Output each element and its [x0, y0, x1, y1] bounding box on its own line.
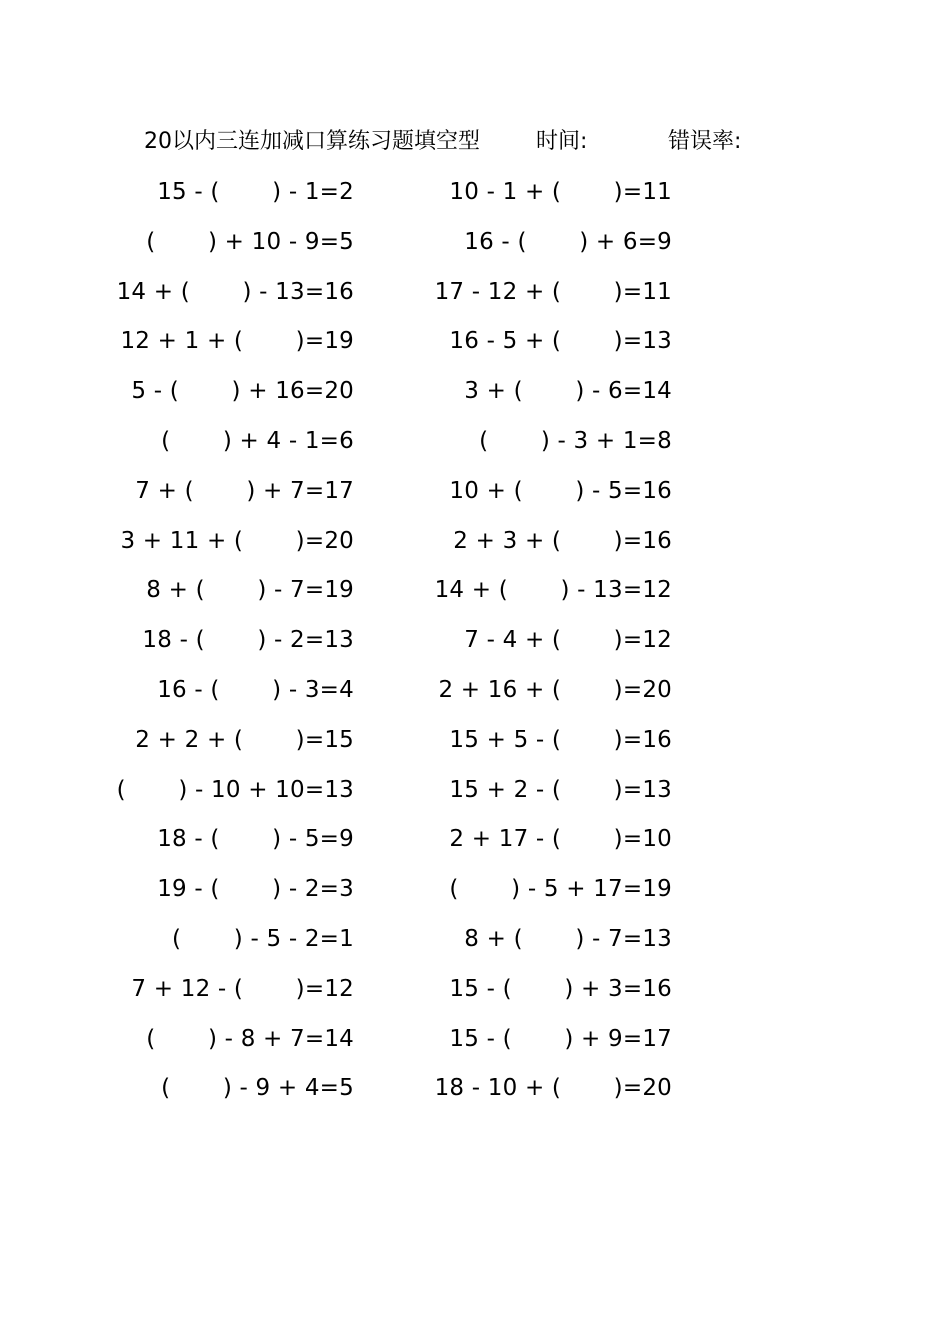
problem-item: 3 + 11 + ( )=20	[120, 527, 354, 554]
problem-item: 18 - 10 + ( )=20	[434, 1075, 672, 1102]
error-rate-label: 错误率:	[668, 129, 742, 154]
problem-item: 15 + 5 - ( )=16	[449, 726, 672, 753]
problem-item: ( ) - 8 + 7=14	[146, 1025, 354, 1052]
problem-item: 8 + ( ) - 7=19	[146, 577, 354, 604]
problem-item: 15 - ( ) - 1=2	[157, 179, 354, 205]
problem-item: 15 + 2 - ( )=13	[449, 776, 672, 803]
problem-item: ( ) - 10 + 10=13	[116, 776, 354, 803]
problem-item: 16 - 5 + ( )=13	[449, 328, 672, 355]
problem-item: 15 - ( ) + 3=16	[449, 975, 672, 1002]
problem-item: 2 + 16 + ( )=20	[438, 676, 672, 703]
problem-item: 2 + 2 + ( )=15	[135, 726, 354, 753]
problem-item: 10 + ( ) - 5=16	[449, 477, 672, 504]
problem-item: ( ) + 10 - 9=5	[146, 228, 354, 255]
problem-item: 7 - 4 + ( )=12	[464, 627, 672, 654]
problem-item: ( ) - 9 + 4=5	[161, 1075, 354, 1102]
problem-item: 5 - ( ) + 16=20	[131, 378, 354, 405]
problem-item: 2 + 3 + ( )=16	[453, 527, 672, 554]
worksheet-header	[144, 126, 784, 158]
problem-item: 12 + 1 + ( )=19	[120, 328, 354, 355]
problem-item: 2 + 17 - ( )=10	[449, 826, 672, 853]
problem-item: 8 + ( ) - 7=13	[464, 925, 672, 952]
time-label: 时间:	[536, 129, 588, 154]
problem-item: 18 - ( ) - 5=9	[157, 826, 354, 853]
problem-item: ( ) - 3 + 1=8	[479, 427, 672, 454]
problem-item: 3 + ( ) - 6=14	[464, 378, 672, 405]
problem-item: 10 - 1 + ( )=11	[449, 179, 672, 205]
problem-item: ( ) + 4 - 1=6	[161, 427, 354, 454]
worksheet-title: 20以内三连加减口算练习题填空型	[144, 129, 480, 154]
problem-item: 15 - ( ) + 9=17	[449, 1025, 672, 1052]
problem-item: 16 - ( ) - 3=4	[157, 676, 354, 703]
problem-item: 17 - 12 + ( )=11	[434, 278, 672, 305]
problem-item: 16 - ( ) + 6=9	[464, 228, 672, 255]
problem-item: 18 - ( ) - 2=13	[142, 627, 354, 654]
problem-item: 19 - ( ) - 2=3	[157, 876, 354, 903]
problem-item: 14 + ( ) - 13=16	[116, 278, 354, 305]
problem-item: 14 + ( ) - 13=12	[434, 577, 672, 604]
left-problem-column	[114, 172, 354, 1118]
right-problem-column	[432, 172, 672, 1118]
problem-item: 7 + 12 - ( )=12	[131, 975, 354, 1002]
problem-item: ( ) - 5 - 2=1	[172, 925, 354, 952]
problem-item: ( ) - 5 + 17=19	[449, 876, 672, 903]
problem-item: 7 + ( ) + 7=17	[135, 477, 354, 504]
